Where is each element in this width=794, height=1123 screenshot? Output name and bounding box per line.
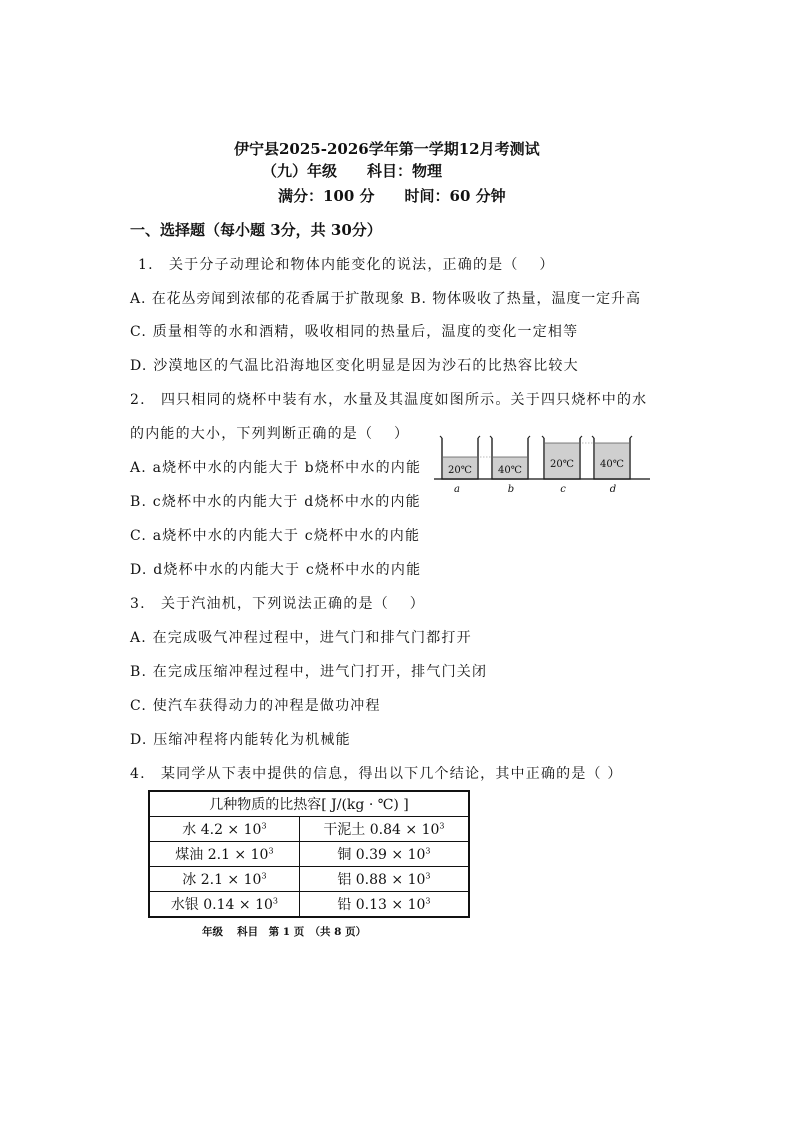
table-header-cell: 几种物质的比热容[ J/(kg · ℃) ] xyxy=(149,791,469,817)
q2-option-b: B. c烧杯中水的内能大于 d烧杯中水的内能 xyxy=(130,494,421,510)
beaker-c xyxy=(542,436,582,479)
table-cell: 干泥土 $0.84 \times 10^3$ xyxy=(299,817,469,842)
exam-title: 伊宁县2025-2026学年第一学期12月考测试 xyxy=(234,140,540,158)
q2-option-d: D. d烧杯中水的内能大于 c烧杯中水的内能 xyxy=(130,562,422,578)
page-footer: 年级 科目 第 1 页 （共 8 页） xyxy=(202,926,367,938)
beaker-d-temp: 40℃ xyxy=(600,459,624,470)
q2-option-c: C. a烧杯中水的内能大于 c烧杯中水的内能 xyxy=(130,528,421,544)
beaker-a-temp: 20℃ xyxy=(448,465,472,476)
table-row xyxy=(149,867,469,892)
table-row xyxy=(149,817,469,842)
specific-heat-table xyxy=(148,790,470,918)
beaker-d-label: d xyxy=(609,484,617,495)
score-time-line: 满分：100 分 时间：60 分钟 xyxy=(278,187,506,205)
beaker-c-label: c xyxy=(560,484,566,495)
q1-option-d: D. 沙漠地区的气温比沿海地区变化明显是因为沙石的比热容比较大 xyxy=(130,358,579,374)
q3-option-c: C. 使汽车获得动力的冲程是做功冲程 xyxy=(130,698,381,714)
table-row xyxy=(149,892,469,918)
q3-stem: 3. 关于汽油机，下列说法正确的是（ ） xyxy=(130,596,426,612)
q3-option-a: A. 在完成吸气冲程过程中，进气门和排气门都打开 xyxy=(130,630,472,646)
q2-stem-line1: 2. 四只相同的烧杯中装有水，水量及其温度如图所示。关于四只烧杯中的水 xyxy=(130,392,648,408)
beaker-c-temp: 20℃ xyxy=(550,459,574,470)
q1-stem: 1. 关于分子动理论和物体内能变化的说法，正确的是（ ） xyxy=(138,257,555,273)
table-cell: 铜 $0.39 \times 10^3$ xyxy=(299,842,469,867)
table-cell: 煤油 $2.1 \times 10^3$ xyxy=(149,842,299,867)
table-cell: 铅 $0.13 \times 10^3$ xyxy=(299,892,469,918)
q3-option-d: D. 压缩冲程将内能转化为机械能 xyxy=(130,732,351,748)
q1-option-c: C. 质量相等的水和酒精，吸收相同的热量后，温度的变化一定相等 xyxy=(130,324,579,340)
table-cell: 冰 $2.1 \times 10^3$ xyxy=(149,867,299,892)
q2-option-a: A. a烧杯中水的内能大于 b烧杯中水的内能 xyxy=(130,460,422,476)
table-row xyxy=(149,842,469,867)
q3-option-b: B. 在完成压缩冲程过程中，进气门打开，排气门关闭 xyxy=(130,664,488,680)
beaker-b-label: b xyxy=(507,484,515,495)
q2-stem-line2: 的内能的大小，下列判断正确的是（ ） xyxy=(130,426,410,442)
table-cell: 水银 $0.14 \times 10^3$ xyxy=(149,892,299,918)
q1-option-ab: A. 在花丛旁闻到浓郁的花香属于扩散现象 B. 物体吸收了热量，温度一定升高 xyxy=(130,291,641,307)
q4-stem: 4. 某同学从下表中提供的信息，得出以下几个结论，其中正确的是（ ） xyxy=(130,766,623,782)
grade-subject-line: （九）年级 科目：物理 xyxy=(262,162,443,180)
beaker-a-label: a xyxy=(454,484,460,495)
beaker-d xyxy=(592,436,632,479)
table-cell: 铝 $0.88 \times 10^3$ xyxy=(299,867,469,892)
beaker-b-temp: 40℃ xyxy=(498,465,522,476)
beakers-figure xyxy=(434,430,652,498)
table-header-row xyxy=(149,791,469,817)
section-heading: 一、选择题（每小题 3分，共 30分） xyxy=(130,221,382,239)
beaker-a xyxy=(440,436,480,479)
table-cell: 水 $4.2 \times 10^3$ xyxy=(149,817,299,842)
beaker-b xyxy=(490,436,530,479)
